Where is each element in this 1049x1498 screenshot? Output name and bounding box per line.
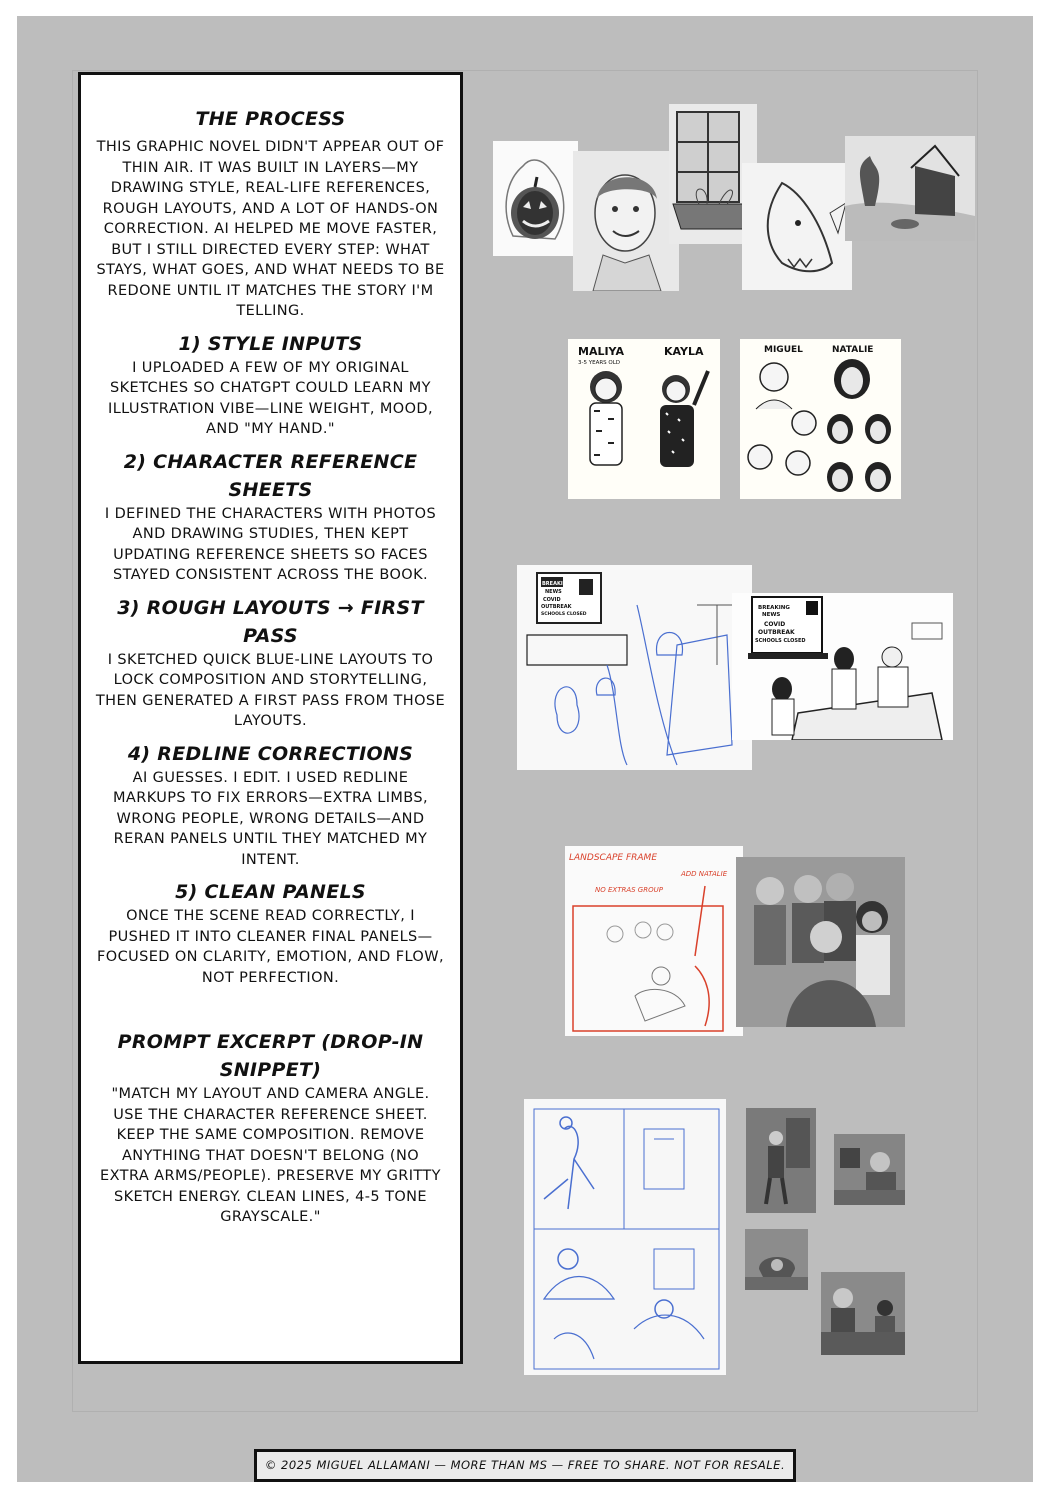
sheet-age-maliya: 3-5 YEARS OLD: [578, 360, 621, 366]
landscape-sketch: [845, 136, 975, 241]
clean-panel-walking: [746, 1108, 816, 1213]
clean-panels-heading: 5) CLEAN PANELS: [175, 881, 366, 903]
redline-markup-panel: [565, 846, 743, 1036]
character-sheets-heading: 2) CHARACTER REFERENCE SHEETS: [123, 450, 418, 501]
style-inputs-heading: 1) STYLE INPUTS: [178, 332, 363, 355]
tv-clean-line4: OUTBREAK: [758, 629, 795, 636]
adults-reference-sheet: [740, 339, 901, 499]
tv-rough-line3: COVID: [543, 597, 561, 603]
redline-note-1: LANDSCAPE FRAME: [569, 853, 658, 863]
redline-heading: 4) REDLINE CORRECTIONS: [127, 742, 414, 765]
tv-clean-line1: BREAKING: [758, 605, 790, 611]
process-heading: THE PROCESS: [195, 108, 346, 130]
clean-panel-computer: [834, 1134, 905, 1205]
tv-clean-line2: NEWS: [762, 612, 781, 618]
tv-rough-line1: BREAKING: [542, 581, 571, 587]
man-portrait-sketch: [573, 151, 679, 291]
rough-layouts-body: I SKETCHED QUICK BLUE-LINE LAYOUTS TO LOCK COMPOSITION AND STORYTELLING, THEN GENERATED A FIRST PASS FROM THOSE LAYOUTS.: [95, 651, 446, 729]
process-body: THIS GRAPHIC NOVEL DIDN'T APPEAR OUT OF THIN AIR. IT WAS BUILT IN LAYERS—MY DRAWING STYLE, REAL-LIFE REFERENCES, ROUGH LAYOUTS, AND A LOT OF HANDS-ON CORRECTION. AI HELPED ME MOVE FASTER, BUT I STILL DIRECTED EVERY STEP: WHAT STAYS, WHAT GOES, AND WHAT NEEDS TO BE REDONE UNTIL IT MATCHES THE STORY I'M TELLING.: [96, 139, 445, 319]
shark-sketch: [742, 163, 852, 290]
tv-clean-line5: SCHOOLS CLOSED: [755, 638, 806, 644]
sheet-name-miguel: MIGUEL: [764, 345, 803, 355]
sheet-name-kayla: KAYLA: [664, 345, 704, 358]
rough-layouts-heading: 3) ROUGH LAYOUTS → FIRST PASS: [117, 596, 424, 647]
clean-panels-body: ONCE THE SCENE READ CORRECTLY, I PUSHED IT INTO CLEANER FINAL PANELS—FOCUSED ON CLARITY, EMOTION, AND FLOW, NOT PERFECTION.: [97, 908, 444, 986]
clean-panel-phone: [745, 1229, 808, 1290]
tv-rough-line4: OUTBREAK: [541, 604, 572, 610]
sheet-name-natalie: NATALIE: [832, 345, 874, 355]
process-text-panel: [78, 72, 463, 1364]
character-sheets-body: I DEFINED THE CHARACTERS WITH PHOTOS AND DRAWING STUDIES, THEN KEPT UPDATING REFERENCE SHEETS SO FACES STAYED CONSISTENT ACROSS THE BOOK.: [104, 505, 437, 583]
redline-note-3: ADD NATALIE: [681, 870, 728, 878]
first-pass-panel: [732, 593, 953, 740]
blueline-page-sketch: [524, 1099, 726, 1375]
style-inputs-body: I UPLOADED A FEW OF MY ORIGINAL SKETCHES SO CHATGPT COULD LEARN MY ILLUSTRATION VIBE—LINE WEIGHT, MOOD, AND "MY HAND.": [108, 359, 433, 437]
prompt-heading: PROMPT EXCERPT (DROP-IN SNIPPET): [117, 1031, 424, 1081]
redline-note-2: NO EXTRAS GROUP: [595, 886, 663, 894]
clean-panel-table: [821, 1272, 905, 1355]
tv-rough-line2: NEWS: [545, 589, 562, 595]
kids-reference-sheet: [568, 339, 720, 499]
tv-rough-line5: SCHOOLS CLOSED: [541, 612, 587, 617]
pumpkin-sketch: [493, 141, 578, 256]
tv-clean-line3: COVID: [764, 621, 786, 628]
sheet-name-maliya: MALIYA: [578, 345, 624, 358]
redline-corrected-panel: [736, 857, 905, 1027]
prompt-body: "MATCH MY LAYOUT AND CAMERA ANGLE. USE THE CHARACTER REFERENCE SHEET. KEEP THE SAME COMPOSITION. REMOVE ANYTHING THAT DOESN'T BELONG (NO EXTRA ARMS/PEOPLE). PRESERVE MY GRITTY SKETCH ENERGY. CLEAN LINES, 4-5 TONE GRAYSCALE.": [100, 1086, 441, 1225]
copyright-footer: © 2025 MIGUEL ALLAMANI — MORE THAN MS — FREE TO SHARE. NOT FOR RESALE.: [254, 1449, 796, 1482]
redline-body: AI GUESSES. I EDIT. I USED REDLINE MARKUPS TO FIX ERRORS—EXTRA LIMBS, WRONG PEOPLE, WRONG DETAILS—AND RERAN PANELS UNTIL THEY MATCHED MY INTENT.: [112, 769, 429, 868]
blueline-rough-layout: [517, 565, 752, 770]
